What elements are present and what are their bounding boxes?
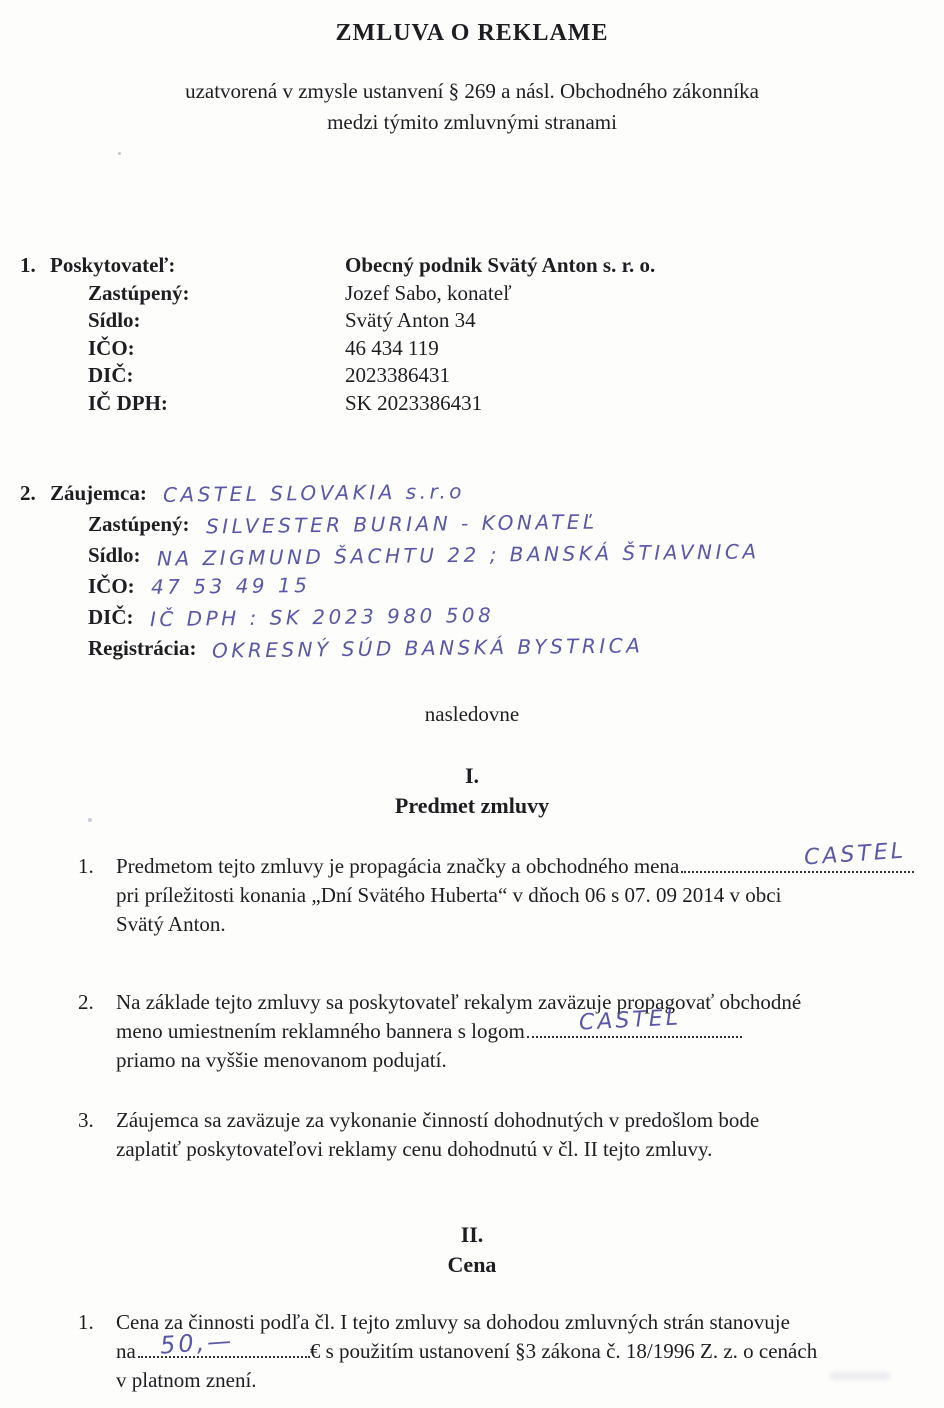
handwritten-overlay: CASTEL [803,838,907,871]
article2-title: Cena [447,1252,497,1277]
paragraph-text: Predmetom tejto zmluvy je propagácia značky a obchodného mena [116,854,680,878]
field-value: Svätý Anton 34 [345,308,476,332]
article1-item3 [78,1106,914,1164]
handwritten-value: IČ DPH : SK 2023 980 508 [149,602,494,632]
field-value: SK 2023386431 [345,390,483,415]
paragraph-text: meno umiestnením reklamného bannera s logom [116,1019,525,1043]
handwritten-overlay: CASTEL [578,1005,682,1036]
provider-row-icdph [20,390,934,418]
provider-row-ico [20,335,934,363]
handwritten-value: OKRESNÝ SÚD BANSKÁ BYSTRICA [212,633,644,663]
article2-item1 [78,1308,914,1395]
applicant-number: 2. [20,481,36,505]
handwritten-value: 47 53 49 15 [150,573,311,599]
applicant-row-ico [20,571,934,602]
document-title: ZMLUVA O REKLAME [335,20,609,46]
dotted-line [138,1326,310,1360]
connector-word: nasledovne [424,702,520,726]
paragraph-line: Svätý Anton. [116,912,226,936]
paragraph-line [116,1326,914,1366]
item-number: 3. [78,1108,94,1132]
provider-section [20,252,934,417]
applicant-row-zastupeny [20,509,934,540]
scan-speck [88,818,92,822]
provider-row-dic [20,362,934,390]
scan-speck [118,152,121,155]
field-label: Zastúpený: [88,512,190,536]
applicant-section [20,478,934,664]
provider-header-row [20,252,934,280]
field-label: Sídlo: [88,543,141,567]
provider-row-sidlo [20,307,934,335]
paragraph-line: Cena za činnosti podľa čl. I tejto zmluvy sa dohodou zmluvných strán stanovuje [116,1310,790,1334]
field-label: Sídlo: [88,308,141,332]
field-label: DIČ: [88,363,134,387]
article1-item2 [78,988,914,1075]
paragraph-line [116,838,914,881]
article1-number: I. [464,763,480,788]
handwritten-value: NA ZIGMUND ŠACHTU 22 ; BANSKÁ ŠTIAVNICA [156,539,760,571]
applicant-row-sidlo [20,540,934,571]
document-subtitle [0,76,944,138]
paragraph-line: priamo na vyššie menovanom podujatí. [116,1048,447,1072]
handwritten-price-overlay: 50,— [158,1326,235,1360]
item-number: 1. [78,1310,94,1334]
paragraph-line [116,1005,914,1046]
applicant-row-registracia [20,633,934,664]
dotted-line [681,838,914,873]
paragraph-line: v platnom znení. [116,1368,257,1392]
applicant-header-row [20,478,934,509]
paragraph-line: zaplatiť poskytovateľovi reklamy cenu dohodnutú v čl. II tejto zmluvy. [116,1137,713,1161]
provider-label: Poskytovateľ: [50,253,176,277]
field-label: DIČ: [88,605,134,629]
field-label: Zastúpený: [88,280,190,305]
field-label: IČ DPH: [88,390,168,415]
paragraph-text: € s použitím ustanovení §3 zákona č. 18/1996 Z. z. o cenách [309,1339,818,1363]
item-number: 2. [78,990,94,1014]
field-value: 2023386431 [345,363,450,387]
provider-row-zastupeny [20,280,934,308]
dotted-line [527,1005,742,1038]
scan-bleedthrough-mark [830,1372,890,1380]
paragraph-line: pri príležitosti konania „Dní Svätého Huberta“ v dňoch 06 s 07. 09 2014 v obci [116,883,782,907]
subtitle-line-1: uzatvorená v zmysle ustanvení § 269 a násl. Obchodného zákonníka [185,79,759,103]
applicant-label: Záujemca: [50,481,147,505]
handwritten-value: SILVESTER BURIAN - KONATEĽ [205,509,598,539]
field-label: Registrácia: [88,636,197,660]
provider-number: 1. [20,253,36,277]
applicant-row-dic [20,602,934,633]
field-value: Jozef Sabo, konateľ [345,280,512,305]
provider-name: Obecný podnik Svätý Anton s. r. o. [345,253,656,277]
paragraph-line: Na základe tejto zmluvy sa poskytovateľ rekalym zaväzuje propagovať obchodné [116,990,802,1014]
article1-title: Predmet zmluvy [394,793,550,818]
article1-item1 [78,838,914,939]
item-number: 1. [78,854,94,878]
paragraph-text: na [116,1339,136,1363]
field-label: IČO: [88,574,135,598]
subtitle-line-2: medzi týmito zmluvnými stranami [327,110,617,134]
handwritten-company-name: CASTEL SLOVAKIA s.r.o [162,479,465,507]
article2-number: II. [460,1222,484,1247]
field-label: IČO: [88,335,135,360]
paragraph-line: Záujemca sa zaväzuje za vykonanie činností dohodnutých v predošlom bode [116,1108,760,1132]
field-value: 46 434 119 [345,335,439,360]
